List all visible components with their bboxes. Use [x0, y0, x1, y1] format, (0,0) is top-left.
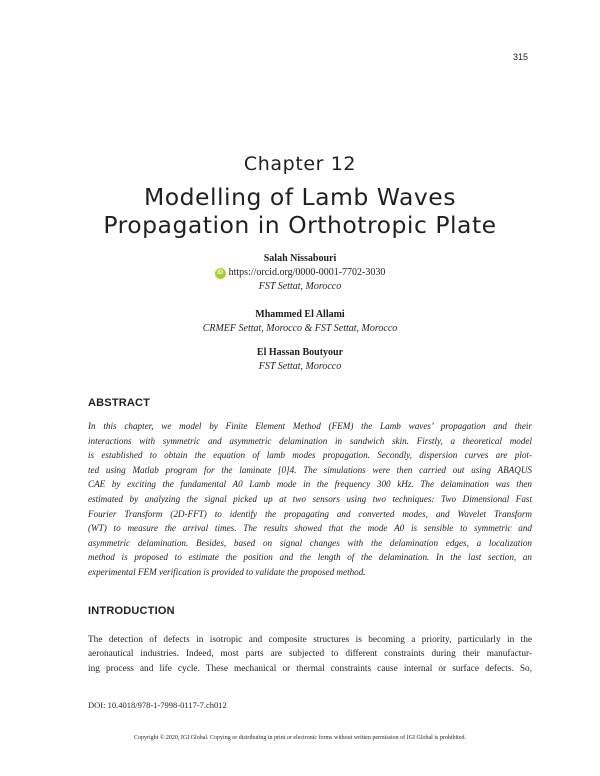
chapter-title-line: Modelling of Lamb Waves: [143, 183, 457, 211]
author-affiliation: CRMEF Settat, Morocco & FST Settat, Morocco: [202, 323, 398, 334]
chapter-title: [40, 183, 560, 239]
author-block: [0, 308, 600, 336]
introduction-line: aeronautical industries. Indeed, most parts are subjected to different constraints during their manufactur-: [88, 649, 532, 660]
chapter-label: Chapter 12: [243, 153, 357, 175]
introduction-line: The detection of defects in isotropic and composite structures is becoming a priority, particularly in the: [88, 635, 532, 645]
abstract-line: CAE by exciting the fundamental A0 Lamb mode in the frequency 300 kHz. The delamination was then: [88, 479, 532, 490]
author-name: El Hassan Boutyour: [256, 347, 344, 358]
author-name: Salah Nissabouri: [263, 253, 337, 264]
abstract-line: method is proposed to estimate the position and the length of the delamination. In the last section, an: [88, 552, 532, 563]
abstract-line: (WT) to measure the arrival times. The results showed that the mode A0 is sensible to symmetric and: [88, 523, 532, 534]
introduction-line: ing process and life cycle. These mechanical or thermal constraints cause internal or surface defects. So,: [88, 663, 532, 674]
chapter-title-line: Propagation in Orthotropic Plate: [103, 211, 497, 239]
abstract-line: asymmetric delamination. Besides, based on signal changes with the delamination edges, a localization: [88, 537, 532, 548]
abstract-body: [88, 419, 532, 580]
abstract-heading: ABSTRACT: [88, 397, 151, 409]
orcid-line: [0, 266, 600, 280]
author-affiliation: FST Settat, Morocco: [258, 281, 342, 292]
abstract-line: Fourier Transform (2D-FFT) to identify the propagating and converted modes, and Wavelet Transform: [88, 508, 532, 519]
abstract-line: interactions with symmetric and asymmetric delamination in sandwich skin. Firstly, a theoretical model: [88, 435, 532, 446]
author-block: [0, 252, 600, 294]
introduction-body: [88, 633, 532, 676]
orcid-icon: iD: [215, 268, 226, 279]
abstract-line: In this chapter, we model by Finite Element Method (FEM) the Lamb waves’ propagation and their: [88, 421, 532, 431]
author-block: [0, 346, 600, 374]
introduction-heading: INTRODUCTION: [88, 605, 175, 617]
copyright-notice: Copyright © 2020, IGI Global. Copying or distributing in print or electronic forms without written permission of IGI Global is prohibited.: [133, 735, 466, 741]
author-affiliation: FST Settat, Morocco: [258, 361, 342, 372]
abstract-line: ted using Matlab program for the laminate [0]4. The simulations were then carried out using ABAQUS: [88, 464, 532, 475]
abstract-line: experimental FEM verification is provided to validate the proposed method.: [88, 566, 366, 577]
orcid-link[interactable]: https://orcid.org/0000-0001-7702-3030: [228, 267, 386, 278]
doi: DOI: 10.4018/978-1-7998-0117-7.ch012: [88, 700, 227, 710]
abstract-line: is established to obtain the equation of lamb modes propagation. Secondly, dispersion curves are plot-: [88, 450, 532, 461]
abstract-line: estimated by analyzing the signal picked up at two sensors using two techniques: Two Dimensional Fast: [88, 493, 532, 504]
author-name: Mhammed El Allami: [255, 309, 345, 320]
page-number: 315: [512, 52, 528, 62]
